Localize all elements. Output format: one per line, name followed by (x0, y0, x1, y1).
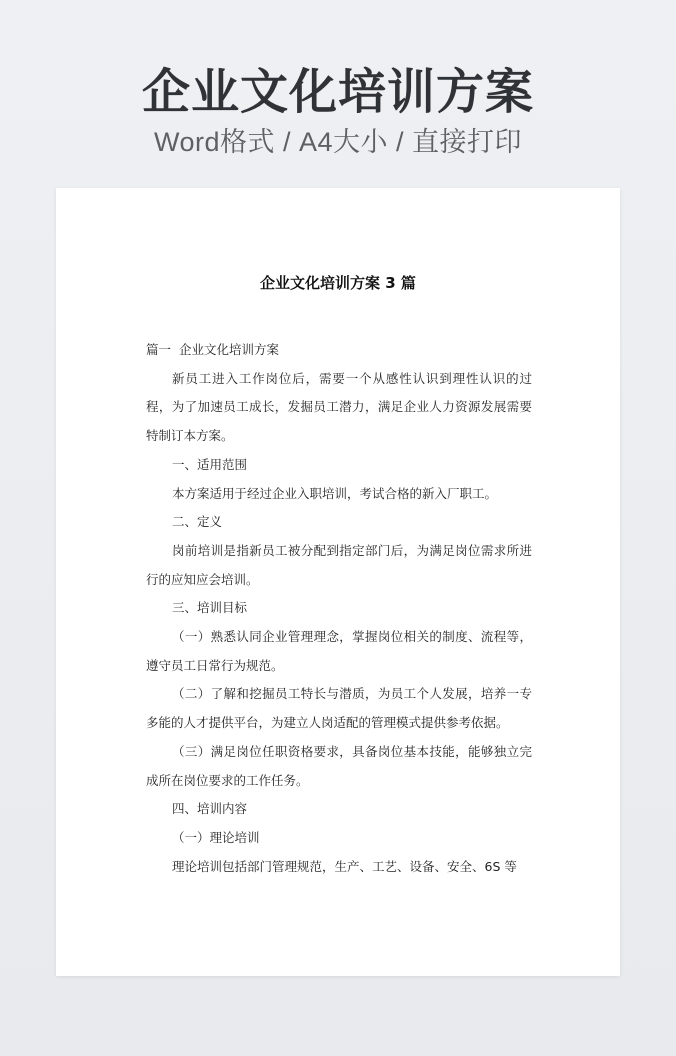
heading-goals: 三、培训目标 (172, 600, 248, 616)
header-banner (0, 62, 676, 160)
main-title: 企业文化培训方案 (141, 64, 534, 120)
paragraph-intro: 新员工进入工作岗位后，需要一个从感性认识到理性认识的过程，为了加速员工成长，发掘员工潜力，满足企业人力资源发展需要特制订本方案。 (146, 370, 532, 444)
paragraph-goal-3: （三）满足岗位任职资格要求，具备岗位基本技能，能够独立完成所在岗位要求的工作任务。 (146, 743, 532, 788)
paragraph-goal-1: （一）熟悉认同企业管理理念，掌握岗位相关的制度、流程等，遵守员工日常行为规范。 (146, 629, 532, 673)
paragraph-theory: 理论培训包括部门管理规范，生产、工艺、设备、安全、6S 等 (172, 858, 517, 874)
paragraph-definition: 岗前培训是指新员工被分配到指定部门后，为满足岗位需求所进行的应知应会培训。 (146, 542, 532, 587)
heading-definition: 二、定义 (172, 514, 223, 530)
heading-scope: 一、适用范围 (172, 456, 248, 472)
document-page (56, 188, 620, 976)
paragraph-goal-2: （二）了解和挖掘员工特长与潜质，为员工个人发展，培养一专多能的人才提供平台，为建立人岗适配的管理模式提供参考依据。 (146, 686, 532, 731)
document-title: 企业文化培训方案 3 篇 (260, 274, 416, 292)
paragraph-scope: 本方案适用于经过企业入职培训，考试合格的新入厂职工。 (172, 485, 498, 501)
format-subtitle: Word格式 / A4大小 / 直接打印 (153, 127, 523, 157)
heading-content: 四、培训内容 (172, 801, 248, 817)
section-title: 企业文化培训方案 (179, 342, 280, 357)
section-label: 篇一 (146, 342, 172, 357)
subheading-theory: （一）理论培训 (172, 829, 260, 845)
document-body (146, 336, 532, 881)
section-heading (146, 336, 532, 365)
